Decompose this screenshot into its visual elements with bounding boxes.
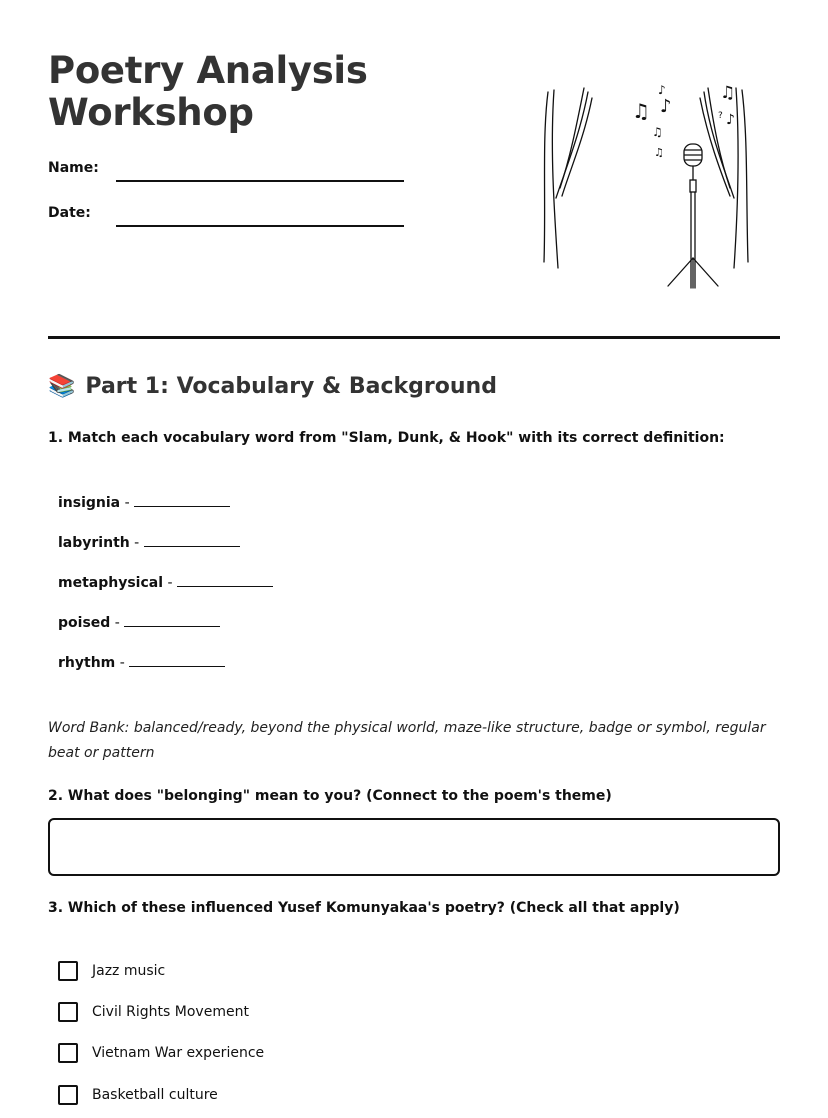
vocab-item: insignia - — [58, 494, 230, 511]
checkbox[interactable] — [58, 1002, 78, 1022]
checkbox-label: Civil Rights Movement — [92, 1004, 249, 1020]
vocab-item: metaphysical - — [58, 574, 273, 591]
part1-heading — [48, 374, 497, 399]
svg-text:♫: ♫ — [720, 83, 736, 103]
name-line[interactable] — [116, 180, 404, 182]
question-2: 2. What does "belonging" mean to you? (Connect to the poem's theme) — [48, 788, 612, 804]
svg-text:♫: ♫ — [652, 125, 663, 139]
belonging-answer-box[interactable] — [48, 818, 780, 876]
checkbox-option-civil-rights[interactable] — [58, 1002, 249, 1022]
books-icon: 📚 — [48, 374, 76, 399]
svg-text:♫: ♫ — [632, 99, 650, 123]
checkbox[interactable] — [58, 961, 78, 981]
checkbox[interactable] — [58, 1043, 78, 1063]
vocab-item: labyrinth - — [58, 534, 240, 551]
title-line-1: Poetry Analysis — [48, 49, 368, 92]
checkbox-option-vietnam[interactable] — [58, 1043, 264, 1063]
microphone-stage-icon — [540, 78, 750, 290]
vocab-word: rhythm — [58, 655, 116, 671]
checkbox-option-jazz[interactable] — [58, 961, 165, 981]
name-label: Name: — [48, 160, 99, 176]
section-divider — [48, 336, 780, 339]
vocab-item: rhythm - — [58, 654, 225, 671]
vocab-blank[interactable] — [177, 574, 273, 587]
title-line-2: Workshop — [48, 91, 254, 134]
checkbox[interactable] — [58, 1085, 78, 1105]
svg-text:♪: ♪ — [658, 83, 666, 97]
svg-text:♪: ♪ — [726, 112, 735, 128]
svg-text:♪: ♪ — [660, 96, 672, 117]
vocab-word: labyrinth — [58, 535, 130, 551]
vocab-word: metaphysical — [58, 575, 164, 591]
vocab-blank[interactable] — [124, 614, 220, 627]
checkbox-label: Vietnam War experience — [92, 1045, 265, 1061]
question-3: 3. Which of these influenced Yusef Komunyakaa's poetry? (Check all that apply) — [48, 900, 680, 916]
vocab-item: poised - — [58, 614, 220, 631]
name-field[interactable] — [48, 160, 408, 190]
date-field[interactable] — [48, 205, 408, 235]
svg-text:?: ? — [718, 111, 723, 121]
vocab-blank[interactable] — [134, 494, 230, 507]
page-title — [48, 50, 368, 134]
word-bank: Word Bank: balanced/ready, beyond the physical world, maze-like structure, badge or symbol, regular beat or pattern — [48, 720, 766, 761]
date-label: Date: — [48, 205, 91, 221]
checkbox-label: Jazz music — [92, 963, 166, 979]
vocab-word: poised — [58, 615, 111, 631]
checkbox-label: Basketball culture — [92, 1087, 218, 1103]
vocab-blank[interactable] — [129, 654, 225, 667]
svg-text:♫: ♫ — [654, 146, 664, 159]
vocab-word: insignia — [58, 495, 121, 511]
vocab-blank[interactable] — [144, 534, 240, 547]
date-line[interactable] — [116, 225, 404, 227]
checkbox-option-basketball[interactable] — [58, 1085, 218, 1105]
part1-heading-text: Part 1: Vocabulary & Background — [85, 374, 497, 399]
question-1: 1. Match each vocabulary word from "Slam, Dunk, & Hook" with its correct definition: — [48, 430, 725, 446]
